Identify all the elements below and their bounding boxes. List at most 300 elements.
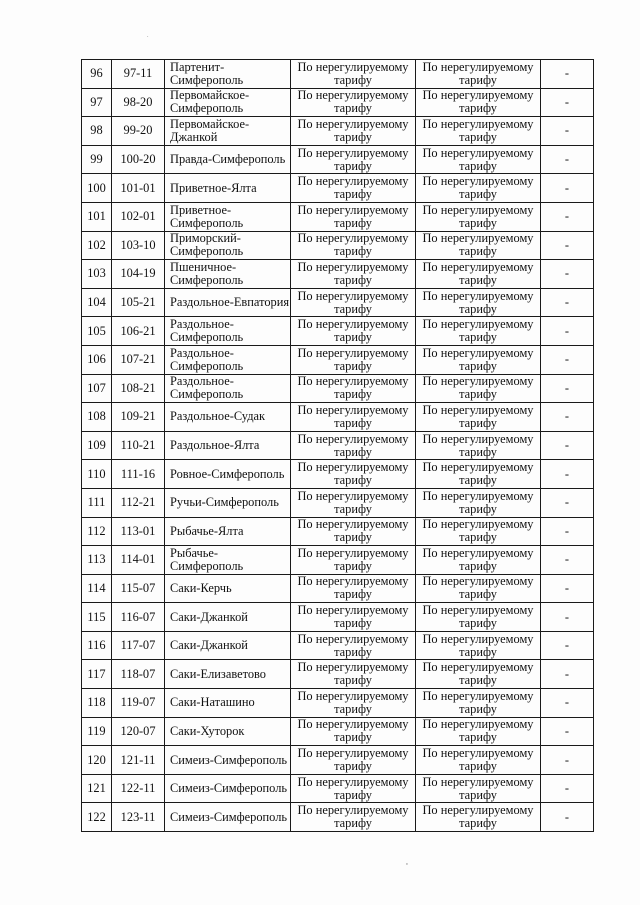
tariff-cell: [416, 260, 541, 289]
extra-cell: -: [541, 517, 594, 546]
extra-cell: -: [541, 603, 594, 632]
route-name: Первомайское-Симферополь: [165, 88, 291, 117]
tariff-line-2: тарифу: [459, 816, 497, 831]
tariff-line-2: тарифу: [334, 816, 372, 831]
extra-cell: -: [541, 60, 594, 89]
tariff-line-2: тарифу: [334, 301, 372, 316]
route-code: 108-21: [112, 374, 165, 403]
tariff-line-2: тарифу: [334, 501, 372, 516]
tariff-line-1: По нерегулируемому: [297, 717, 409, 732]
tariff-line-1: По нерегулируемому: [297, 88, 409, 103]
extra-cell: -: [541, 631, 594, 660]
tariff-line-2: тарифу: [459, 244, 497, 259]
route-code: 119-07: [112, 689, 165, 718]
tariff-line-1: По нерегулируемому: [297, 488, 409, 503]
tariff-line-2: тарифу: [334, 701, 372, 716]
row-number: 118: [82, 689, 112, 718]
route-name: Раздольное-Судак: [165, 403, 291, 432]
table-row: [82, 345, 594, 374]
tariff-line-1: По нерегулируемому: [422, 545, 534, 560]
table-row: [82, 574, 594, 603]
tariff-line-1: По нерегулируемому: [422, 374, 534, 389]
tariff-line-1: По нерегулируемому: [297, 574, 409, 589]
row-number: 114: [82, 574, 112, 603]
tariff-line-1: По нерегулируемому: [422, 145, 534, 160]
row-number: 103: [82, 260, 112, 289]
extra-cell: -: [541, 546, 594, 575]
table-row: [82, 403, 594, 432]
tariff-line-2: тарифу: [459, 673, 497, 688]
tariff-line-1: По нерегулируемому: [297, 202, 409, 217]
tariff-cell: [291, 746, 416, 775]
route-name: Раздольное-Симферополь: [165, 345, 291, 374]
tariff-line-2: тарифу: [459, 129, 497, 144]
route-code: 117-07: [112, 631, 165, 660]
tariff-cell: [416, 231, 541, 260]
row-number: 99: [82, 145, 112, 174]
extra-cell: -: [541, 717, 594, 746]
route-code: 120-07: [112, 717, 165, 746]
table-row: [82, 202, 594, 231]
route-name: Саки-Джанкой: [165, 631, 291, 660]
route-code: 110-21: [112, 431, 165, 460]
row-number: 109: [82, 431, 112, 460]
tariff-line-2: тарифу: [334, 530, 372, 545]
tariff-line-1: По нерегулируемому: [422, 259, 534, 274]
route-code: 107-21: [112, 345, 165, 374]
table-row: [82, 231, 594, 260]
row-number: 101: [82, 202, 112, 231]
row-number: 105: [82, 317, 112, 346]
tariff-line-2: тарифу: [334, 129, 372, 144]
row-number: 119: [82, 717, 112, 746]
scan-speck-mark: ·: [147, 34, 149, 40]
tariff-line-2: тарифу: [334, 187, 372, 202]
tariff-cell: [416, 431, 541, 460]
tariff-line-2: тарифу: [459, 415, 497, 430]
tariff-cell: [291, 145, 416, 174]
row-number: 96: [82, 60, 112, 89]
tariff-cell: [291, 374, 416, 403]
tariff-line-2: тарифу: [459, 644, 497, 659]
row-number: 110: [82, 460, 112, 489]
route-code: 104-19: [112, 260, 165, 289]
tariff-line-2: тарифу: [334, 272, 372, 287]
tariff-line-2: тарифу: [334, 444, 372, 459]
route-name: Пшеничное-Симферополь: [165, 260, 291, 289]
route-code: 114-01: [112, 546, 165, 575]
route-code: 101-01: [112, 174, 165, 203]
tariff-cell: [291, 317, 416, 346]
route-code: 116-07: [112, 603, 165, 632]
route-name: Ровное-Симферополь: [165, 460, 291, 489]
tariff-cell: [291, 231, 416, 260]
tariff-cell: [416, 374, 541, 403]
table-row: [82, 117, 594, 146]
route-code: 105-21: [112, 288, 165, 317]
tariff-line-1: По нерегулируемому: [422, 603, 534, 618]
extra-cell: -: [541, 746, 594, 775]
tariff-line-2: тарифу: [334, 616, 372, 631]
extra-cell: -: [541, 288, 594, 317]
tariff-line-2: тарифу: [334, 72, 372, 87]
tariff-line-2: тарифу: [459, 158, 497, 173]
row-number: 120: [82, 746, 112, 775]
tariff-line-1: По нерегулируемому: [422, 688, 534, 703]
route-code: 121-11: [112, 746, 165, 775]
tariff-line-2: тарифу: [459, 215, 497, 230]
tariff-line-2: тарифу: [459, 272, 497, 287]
tariff-line-2: тарифу: [334, 101, 372, 116]
tariff-cell: [291, 345, 416, 374]
extra-cell: -: [541, 174, 594, 203]
extra-cell: -: [541, 231, 594, 260]
tariff-line-1: По нерегулируемому: [422, 431, 534, 446]
tariff-line-1: По нерегулируемому: [297, 631, 409, 646]
tariff-line-2: тарифу: [459, 301, 497, 316]
route-code: 97-11: [112, 60, 165, 89]
tariff-line-2: тарифу: [334, 473, 372, 488]
tariff-line-1: По нерегулируемому: [422, 174, 534, 189]
route-name: Симеиз-Симферополь: [165, 803, 291, 832]
table-row: [82, 746, 594, 775]
tariff-cell: [291, 803, 416, 832]
tariff-line-2: тарифу: [459, 187, 497, 202]
tariff-line-2: тарифу: [459, 444, 497, 459]
tariff-line-2: тарифу: [334, 158, 372, 173]
tariff-line-2: тарифу: [459, 787, 497, 802]
tariff-line-1: По нерегулируемому: [297, 317, 409, 332]
tariff-line-2: тарифу: [459, 72, 497, 87]
row-number: 116: [82, 631, 112, 660]
tariff-line-1: По нерегулируемому: [297, 688, 409, 703]
table-row: [82, 631, 594, 660]
table-row: [82, 660, 594, 689]
tariff-cell: [291, 774, 416, 803]
tariff-cell: [291, 260, 416, 289]
route-name: Ручьи-Симферополь: [165, 488, 291, 517]
tariff-line-2: тарифу: [459, 387, 497, 402]
row-number: 112: [82, 517, 112, 546]
extra-cell: -: [541, 260, 594, 289]
scan-speck-mark: ': [406, 862, 408, 870]
table-row: [82, 546, 594, 575]
route-name: Партенит-Симферополь: [165, 60, 291, 89]
tariff-cell: [416, 288, 541, 317]
tariff-line-2: тарифу: [334, 215, 372, 230]
route-code: 118-07: [112, 660, 165, 689]
extra-cell: -: [541, 345, 594, 374]
tariff-cell: [291, 603, 416, 632]
tariff-line-2: тарифу: [334, 358, 372, 373]
route-name: Первомайское-Джанкой: [165, 117, 291, 146]
table-row: [82, 374, 594, 403]
extra-cell: -: [541, 145, 594, 174]
tariff-cell: [416, 88, 541, 117]
extra-cell: -: [541, 803, 594, 832]
route-name: Саки-Елизаветово: [165, 660, 291, 689]
extra-cell: -: [541, 460, 594, 489]
table-row: [82, 460, 594, 489]
tariff-line-2: тарифу: [459, 530, 497, 545]
tariff-line-1: По нерегулируемому: [422, 231, 534, 246]
tariff-line-1: По нерегулируемому: [297, 116, 409, 131]
route-name: Приморский-Симферополь: [165, 231, 291, 260]
table-row: [82, 689, 594, 718]
extra-cell: -: [541, 374, 594, 403]
route-name: Раздольное-Ялта: [165, 431, 291, 460]
row-number: 113: [82, 546, 112, 575]
row-number: 107: [82, 374, 112, 403]
tariff-cell: [416, 403, 541, 432]
extra-cell: -: [541, 660, 594, 689]
tariff-cell: [416, 202, 541, 231]
tariff-cell: [291, 631, 416, 660]
row-number: 117: [82, 660, 112, 689]
tariff-cell: [416, 517, 541, 546]
tariff-cell: [416, 803, 541, 832]
tariff-line-2: тарифу: [459, 501, 497, 516]
route-code: 122-11: [112, 774, 165, 803]
tariff-line-2: тарифу: [334, 387, 372, 402]
tariff-line-1: По нерегулируемому: [297, 402, 409, 417]
tariff-line-1: По нерегулируемому: [422, 517, 534, 532]
tariff-cell: [416, 574, 541, 603]
tariff-line-1: По нерегулируемому: [297, 517, 409, 532]
route-name: Симеиз-Симферополь: [165, 746, 291, 775]
extra-cell: -: [541, 403, 594, 432]
tariff-line-1: По нерегулируемому: [422, 803, 534, 818]
route-name: Саки-Керчь: [165, 574, 291, 603]
extra-cell: -: [541, 689, 594, 718]
tariff-cell: [291, 517, 416, 546]
tariff-cell: [291, 574, 416, 603]
tariff-line-2: тарифу: [334, 244, 372, 259]
tariff-cell: [291, 60, 416, 89]
tariff-line-1: По нерегулируемому: [422, 59, 534, 74]
tariff-line-1: По нерегулируемому: [297, 803, 409, 818]
tariff-line-1: По нерегулируемому: [422, 574, 534, 589]
tariff-cell: [416, 717, 541, 746]
tariff-line-1: По нерегулируемому: [422, 746, 534, 761]
tariff-line-1: По нерегулируемому: [422, 460, 534, 475]
tariff-line-1: По нерегулируемому: [422, 631, 534, 646]
route-code: 99-20: [112, 117, 165, 146]
tariff-cell: [416, 660, 541, 689]
route-name: Правда-Симферополь: [165, 145, 291, 174]
route-name: Рыбачье-Симферополь: [165, 546, 291, 575]
tariff-cell: [416, 145, 541, 174]
tariff-line-1: По нерегулируемому: [422, 288, 534, 303]
tariff-line-2: тарифу: [459, 473, 497, 488]
row-number: 111: [82, 488, 112, 517]
tariff-line-2: тарифу: [334, 759, 372, 774]
routes-table-body: [82, 60, 594, 832]
tariff-cell: [291, 546, 416, 575]
tariff-line-2: тарифу: [459, 701, 497, 716]
tariff-cell: [416, 317, 541, 346]
row-number: 100: [82, 174, 112, 203]
tariff-line-1: По нерегулируемому: [297, 231, 409, 246]
tariff-line-2: тарифу: [334, 673, 372, 688]
route-code: 113-01: [112, 517, 165, 546]
route-name: Саки-Джанкой: [165, 603, 291, 632]
tariff-line-2: тарифу: [459, 330, 497, 345]
route-code: 100-20: [112, 145, 165, 174]
tariff-line-1: По нерегулируемому: [422, 402, 534, 417]
route-code: 98-20: [112, 88, 165, 117]
table-row: [82, 288, 594, 317]
table-row: [82, 174, 594, 203]
tariff-cell: [416, 60, 541, 89]
row-number: 97: [82, 88, 112, 117]
route-name: Раздольное-Симферополь: [165, 317, 291, 346]
table-row: [82, 717, 594, 746]
tariff-line-1: По нерегулируемому: [422, 116, 534, 131]
table-row: [82, 517, 594, 546]
tariff-line-1: По нерегулируемому: [297, 174, 409, 189]
tariff-line-1: По нерегулируемому: [422, 660, 534, 675]
tariff-cell: [291, 431, 416, 460]
extra-cell: -: [541, 117, 594, 146]
route-name: Раздольное-Евпатория: [165, 288, 291, 317]
tariff-cell: [291, 660, 416, 689]
tariff-line-1: По нерегулируемому: [422, 345, 534, 360]
tariff-line-2: тарифу: [459, 759, 497, 774]
route-code: 109-21: [112, 403, 165, 432]
row-number: 115: [82, 603, 112, 632]
route-name: Раздольное-Симферополь: [165, 374, 291, 403]
tariff-cell: [416, 488, 541, 517]
tariff-line-1: По нерегулируемому: [297, 460, 409, 475]
tariff-line-1: По нерегулируемому: [297, 660, 409, 675]
tariff-cell: [416, 117, 541, 146]
table-row: [82, 774, 594, 803]
route-name: Рыбачье-Ялта: [165, 517, 291, 546]
tariff-line-1: По нерегулируемому: [297, 145, 409, 160]
row-number: 121: [82, 774, 112, 803]
tariff-cell: [416, 746, 541, 775]
extra-cell: -: [541, 202, 594, 231]
tariff-cell: [291, 403, 416, 432]
tariff-line-1: По нерегулируемому: [297, 259, 409, 274]
tariff-line-2: тарифу: [334, 787, 372, 802]
tariff-line-2: тарифу: [334, 415, 372, 430]
extra-cell: -: [541, 431, 594, 460]
tariff-cell: [416, 603, 541, 632]
row-number: 98: [82, 117, 112, 146]
route-code: 102-01: [112, 202, 165, 231]
tariff-cell: [416, 174, 541, 203]
tariff-cell: [416, 774, 541, 803]
table-row: [82, 60, 594, 89]
tariff-line-1: По нерегулируемому: [297, 288, 409, 303]
tariff-cell: [291, 488, 416, 517]
tariff-cell: [291, 689, 416, 718]
table-row: [82, 603, 594, 632]
table-row: [82, 260, 594, 289]
tariff-cell: [291, 117, 416, 146]
row-number: 106: [82, 345, 112, 374]
tariff-cell: [416, 689, 541, 718]
tariff-line-1: По нерегулируемому: [297, 431, 409, 446]
tariff-line-2: тарифу: [334, 587, 372, 602]
tariff-line-2: тарифу: [334, 558, 372, 573]
tariff-cell: [291, 202, 416, 231]
tariff-cell: [291, 88, 416, 117]
tariff-line-2: тарифу: [459, 730, 497, 745]
row-number: 122: [82, 803, 112, 832]
tariff-cell: [291, 460, 416, 489]
row-number: 102: [82, 231, 112, 260]
tariff-line-1: По нерегулируемому: [422, 202, 534, 217]
tariff-cell: [416, 345, 541, 374]
row-number: 104: [82, 288, 112, 317]
extra-cell: -: [541, 574, 594, 603]
tariff-line-1: По нерегулируемому: [297, 545, 409, 560]
tariff-cell: [416, 631, 541, 660]
route-code: 111-16: [112, 460, 165, 489]
row-number: 108: [82, 403, 112, 432]
route-code: 106-21: [112, 317, 165, 346]
table-row: [82, 88, 594, 117]
tariff-line-1: По нерегулируемому: [422, 88, 534, 103]
tariff-line-2: тарифу: [459, 616, 497, 631]
tariff-line-1: По нерегулируемому: [297, 59, 409, 74]
tariff-line-1: По нерегулируемому: [422, 317, 534, 332]
route-name: Саки-Хуторок: [165, 717, 291, 746]
tariff-line-2: тарифу: [334, 330, 372, 345]
route-name: Саки-Наташино: [165, 689, 291, 718]
table-row: [82, 145, 594, 174]
route-name: Приветное-Симферополь: [165, 202, 291, 231]
tariff-line-2: тарифу: [459, 358, 497, 373]
table-row: [82, 488, 594, 517]
extra-cell: -: [541, 488, 594, 517]
route-code: 112-21: [112, 488, 165, 517]
routes-table: [81, 59, 594, 832]
route-code: 123-11: [112, 803, 165, 832]
tariff-line-1: По нерегулируемому: [422, 717, 534, 732]
tariff-cell: [291, 174, 416, 203]
route-code: 103-10: [112, 231, 165, 260]
table-row: [82, 803, 594, 832]
tariff-line-1: По нерегулируемому: [422, 488, 534, 503]
tariff-cell: [291, 717, 416, 746]
tariff-line-2: тарифу: [459, 558, 497, 573]
table-row: [82, 317, 594, 346]
tariff-line-1: По нерегулируемому: [297, 345, 409, 360]
tariff-line-1: По нерегулируемому: [422, 774, 534, 789]
tariff-line-2: тарифу: [459, 101, 497, 116]
route-name: Приветное-Ялта: [165, 174, 291, 203]
route-code: 115-07: [112, 574, 165, 603]
tariff-line-1: По нерегулируемому: [297, 374, 409, 389]
route-name: Симеиз-Симферополь: [165, 774, 291, 803]
extra-cell: -: [541, 774, 594, 803]
tariff-line-1: По нерегулируемому: [297, 774, 409, 789]
tariff-cell: [416, 546, 541, 575]
table-row: [82, 431, 594, 460]
tariff-line-2: тарифу: [459, 587, 497, 602]
extra-cell: -: [541, 317, 594, 346]
tariff-line-2: тарифу: [334, 644, 372, 659]
tariff-cell: [416, 460, 541, 489]
tariff-line-1: По нерегулируемому: [297, 746, 409, 761]
tariff-cell: [291, 288, 416, 317]
extra-cell: -: [541, 88, 594, 117]
tariff-line-1: По нерегулируемому: [297, 603, 409, 618]
